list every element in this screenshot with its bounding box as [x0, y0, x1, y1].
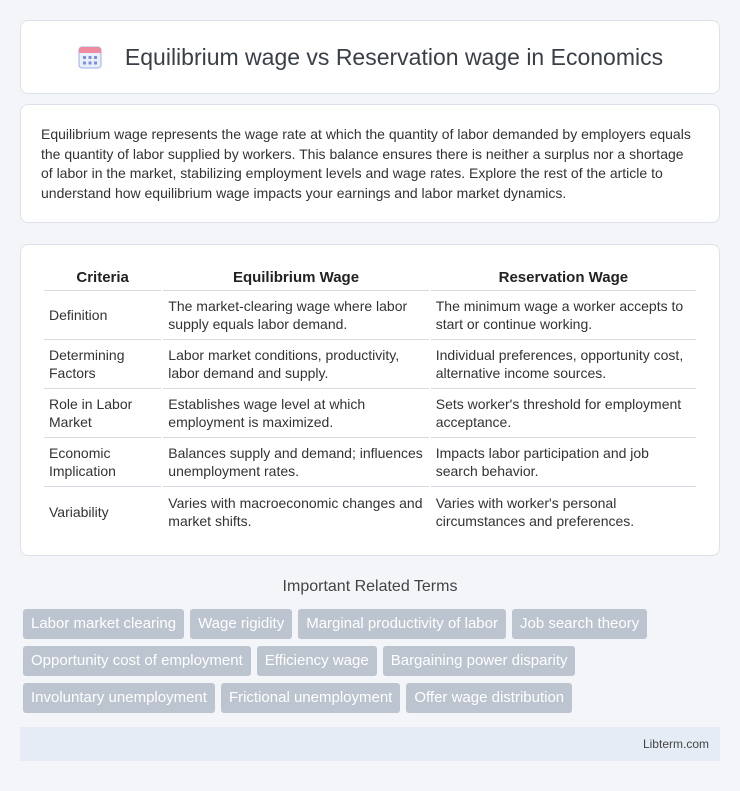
related-terms-list — [23, 609, 723, 713]
calendar-icon — [77, 44, 103, 70]
table-row — [44, 389, 696, 438]
column-header-reservation: Reservation Wage — [431, 265, 696, 291]
related-term-tag[interactable]: Job search theory — [512, 609, 647, 639]
related-term-tag[interactable]: Marginal productivity of labor — [298, 609, 506, 639]
row-criteria-cell: Variability — [49, 503, 109, 520]
related-terms-title: Important Related Terms — [282, 578, 458, 595]
related-term-tag[interactable]: Opportunity cost of employment — [23, 646, 251, 676]
column-header-criteria: Criteria — [44, 265, 161, 291]
row-reservation-cell: The minimum wage a worker accepts to start or continue working. — [431, 291, 696, 340]
row-equilibrium-cell: Balances supply and demand; influences unemployment rates. — [163, 438, 428, 487]
intro-paragraph: Equilibrium wage represents the wage rate at which the quantity of labor demanded by employers equals the quantity of labor supplied by workers. This balance ensures there is neither a surplus nor a shortage of labor in the market, stabilizing employment levels and wage rates. Explore the rest of the article to understand how equilibrium wage impacts your earnings and labor market dynamics. — [41, 126, 691, 201]
row-reservation-cell: Sets worker's threshold for employment acceptance. — [431, 389, 696, 438]
table-row — [44, 340, 696, 389]
related-term-tag[interactable]: Efficiency wage — [257, 646, 377, 676]
comparison-card — [20, 244, 720, 556]
footer-brand[interactable]: Libterm.com — [642, 737, 709, 751]
table-header-row — [44, 265, 696, 291]
page-title: Equilibrium wage vs Reservation wage in Economics — [124, 43, 664, 70]
row-equilibrium-cell: Varies with macroeconomic changes and market shifts. — [168, 494, 423, 529]
footer — [20, 727, 720, 761]
row-equilibrium-cell: Labor market conditions, productivity, labor demand and supply. — [163, 340, 428, 389]
related-term-tag[interactable]: Offer wage distribution — [406, 683, 572, 713]
intro-card — [20, 104, 720, 223]
row-equilibrium-cell: Establishes wage level at which employment is maximized. — [163, 389, 428, 438]
row-criteria-cell: Economic Implication — [44, 438, 161, 487]
related-term-tag[interactable]: Bargaining power disparity — [383, 646, 576, 676]
title-wrap — [77, 44, 663, 71]
row-criteria-cell: Definition — [44, 291, 161, 340]
related-term-tag[interactable]: Wage rigidity — [190, 609, 292, 639]
related-term-tag[interactable]: Frictional unemployment — [221, 683, 400, 713]
column-header-equilibrium: Equilibrium Wage — [163, 265, 428, 291]
related-term-tag[interactable]: Labor market clearing — [23, 609, 184, 639]
related-term-tag[interactable]: Involuntary unemployment — [23, 683, 215, 713]
row-reservation-cell: Varies with worker's personal circumstances and preferences. — [435, 494, 635, 529]
row-criteria-cell: Determining Factors — [44, 340, 161, 389]
row-reservation-cell: Impacts labor participation and job search behavior. — [431, 438, 696, 487]
table-row — [44, 291, 696, 340]
row-criteria-cell: Role in Labor Market — [44, 389, 161, 438]
table-row — [44, 438, 696, 487]
comparison-table — [42, 265, 698, 536]
table-row — [44, 487, 696, 536]
header-card — [20, 20, 720, 94]
row-reservation-cell: Individual preferences, opportunity cost, alternative income sources. — [431, 340, 696, 389]
row-equilibrium-cell: The market-clearing wage where labor supply equals labor demand. — [163, 291, 428, 340]
